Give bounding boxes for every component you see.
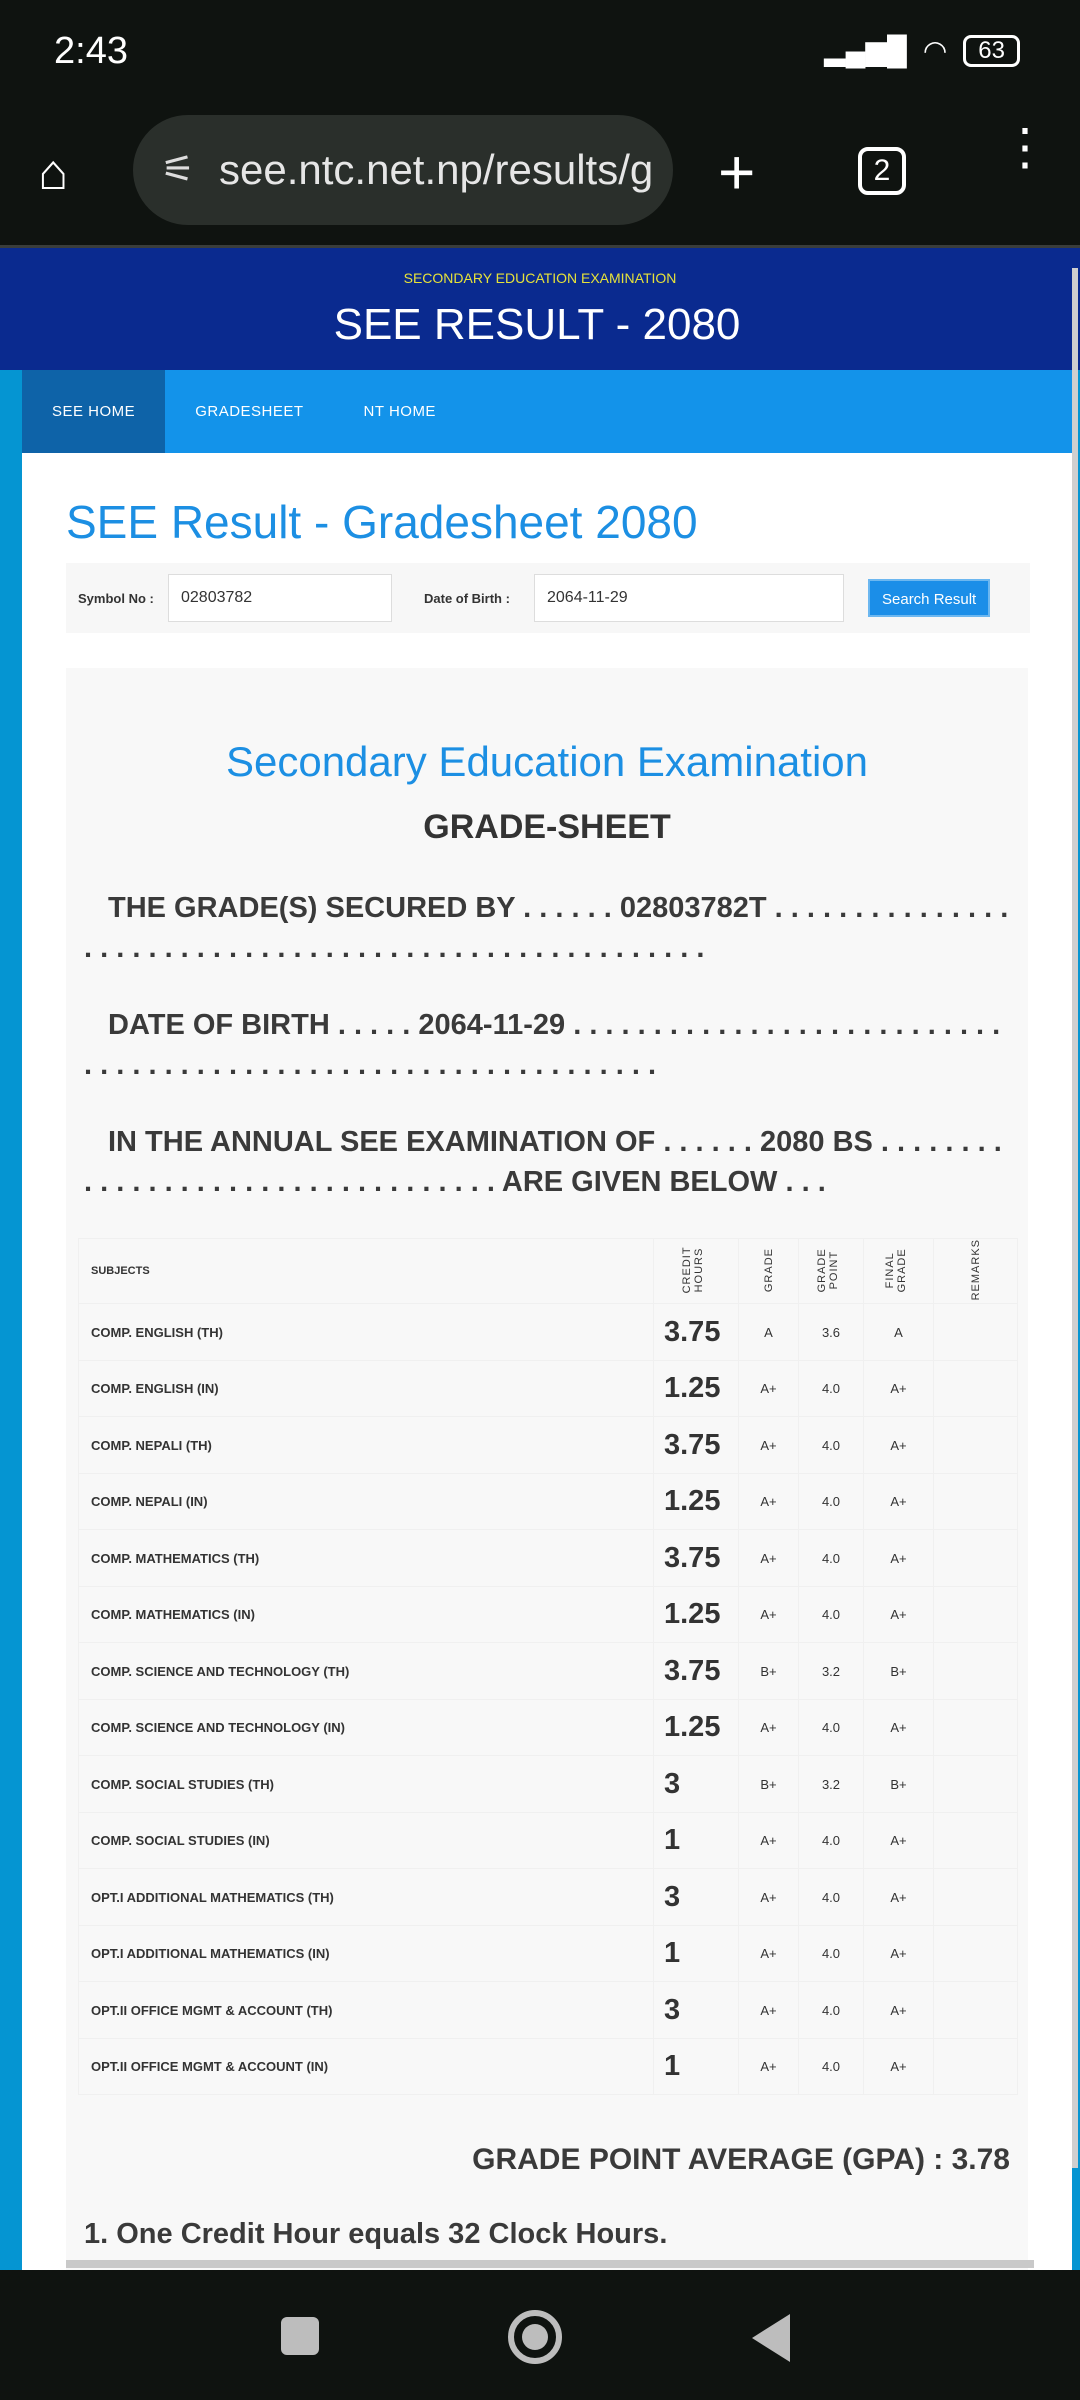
cell-final-grade: A+ xyxy=(864,1360,934,1417)
col-grade-point: GRADE POINT xyxy=(816,1247,840,1292)
credit-hour-note: 1. One Credit Hour equals 32 Clock Hours. xyxy=(84,2218,668,2250)
cell-subject: OPT.I ADDITIONAL MATHEMATICS (TH) xyxy=(79,1869,654,1926)
cell-subject: OPT.II OFFICE MGMT & ACCOUNT (IN) xyxy=(79,2038,654,2095)
cell-subject: COMP. SOCIAL STUDIES (IN) xyxy=(79,1812,654,1869)
cell-grade: A+ xyxy=(739,1812,799,1869)
cell-credit-hours: 3.75 xyxy=(654,1417,739,1474)
cell-final-grade: A+ xyxy=(864,1473,934,1530)
tab-switcher-button[interactable]: 2 xyxy=(858,147,906,195)
cell-subject: COMP. MATHEMATICS (IN) xyxy=(79,1586,654,1643)
back-icon[interactable] xyxy=(752,2314,790,2362)
cell-subject: COMP. ENGLISH (IN) xyxy=(79,1360,654,1417)
symbol-label: Symbol No : xyxy=(78,590,154,606)
table-row xyxy=(79,1699,1018,1756)
vertical-scrollbar[interactable] xyxy=(1072,268,1078,2168)
header-subtitle: SECONDARY EDUCATION EXAMINATION xyxy=(403,270,677,286)
table-row xyxy=(79,1812,1018,1869)
cell-final-grade: B+ xyxy=(864,1643,934,1700)
grade-sheet xyxy=(66,668,1028,2270)
cell-subject: COMP. ENGLISH (TH) xyxy=(79,1304,654,1361)
new-tab-icon[interactable]: + xyxy=(718,136,756,208)
table-row xyxy=(79,1925,1018,1982)
cell-grade: A+ xyxy=(739,2038,799,2095)
cell-remarks xyxy=(934,2038,1018,2095)
browser-toolbar xyxy=(0,115,1080,248)
cell-final-grade: A+ xyxy=(864,2038,934,2095)
cell-grade-point: 4.0 xyxy=(799,1586,864,1643)
cell-remarks xyxy=(934,1982,1018,2039)
web-page xyxy=(0,248,1080,2270)
table-row xyxy=(79,1586,1018,1643)
header-title: SEE RESULT - 2080 xyxy=(333,300,741,349)
cell-credit-hours: 3 xyxy=(654,1756,739,1813)
grades-table xyxy=(78,1238,1018,2095)
cell-credit-hours: 3 xyxy=(654,1869,739,1926)
cell-remarks xyxy=(934,1473,1018,1530)
secured-by-line: THE GRADE(S) SECURED BY . . . . . . 02803782T . . . . . . . . . . . . . . . . . . . . . . . . . . . . . . . . . . . . . . . . . . . . . . . . . . . . . . xyxy=(84,892,1009,964)
wifi-icon: ◠ xyxy=(922,35,948,66)
cell-remarks xyxy=(934,1360,1018,1417)
cell-final-grade: A+ xyxy=(864,1982,934,2039)
table-row xyxy=(79,1643,1018,1700)
cell-credit-hours: 3.75 xyxy=(654,1643,739,1700)
cell-final-grade: B+ xyxy=(864,1756,934,1813)
cell-remarks xyxy=(934,1756,1018,1813)
sheet-heading: Secondary Education Examination xyxy=(225,738,869,785)
cell-subject: OPT.I ADDITIONAL MATHEMATICS (IN) xyxy=(79,1925,654,1982)
cell-grade: A+ xyxy=(739,1473,799,1530)
cell-final-grade: A+ xyxy=(864,1925,934,1982)
more-menu-icon[interactable]: ⋮ xyxy=(1000,119,1050,175)
recents-icon[interactable] xyxy=(281,2317,319,2355)
cell-subject: COMP. MATHEMATICS (TH) xyxy=(79,1530,654,1587)
cell-grade-point: 4.0 xyxy=(799,1699,864,1756)
exam-line: IN THE ANNUAL SEE EXAMINATION OF . . . . . . 2080 BS . . . . . . . . . . . . . . . . . . . . . . . . . . . . . . . . . . ARE GIVEN BELOW . . . xyxy=(84,1126,1002,1198)
site-header xyxy=(0,248,1080,370)
col-grade: GRADE xyxy=(762,1247,775,1292)
cell-remarks xyxy=(934,1586,1018,1643)
cell-credit-hours: 3.75 xyxy=(654,1530,739,1587)
cell-credit-hours: 1.25 xyxy=(654,1586,739,1643)
table-header xyxy=(79,1239,1018,1304)
cell-final-grade: A+ xyxy=(864,1417,934,1474)
col-credit-hours: CREDIT HOURS xyxy=(681,1246,705,1294)
search-result-button[interactable]: Search Result xyxy=(868,579,990,617)
table-row xyxy=(79,1360,1018,1417)
cell-grade-point: 3.6 xyxy=(799,1304,864,1361)
cell-remarks xyxy=(934,1417,1018,1474)
cell-remarks xyxy=(934,1812,1018,1869)
cell-grade-point: 4.0 xyxy=(799,1417,864,1474)
col-subjects: SUBJECTS xyxy=(79,1239,654,1304)
cell-subject: COMP. SOCIAL STUDIES (TH) xyxy=(79,1756,654,1813)
cell-subject: COMP. NEPALI (IN) xyxy=(79,1473,654,1530)
cell-final-grade: A+ xyxy=(864,1869,934,1926)
cell-grade-point: 4.0 xyxy=(799,1812,864,1869)
table-row xyxy=(79,1473,1018,1530)
system-nav-bar xyxy=(0,2270,1080,2400)
table-row xyxy=(79,1869,1018,1926)
table-row xyxy=(79,1756,1018,1813)
cell-grade-point: 3.2 xyxy=(799,1756,864,1813)
table-row xyxy=(79,1530,1018,1587)
col-remarks: REMARKS xyxy=(969,1239,982,1301)
table-row xyxy=(79,1304,1018,1361)
address-bar[interactable] xyxy=(133,115,673,225)
site-settings-icon[interactable]: ⚟ xyxy=(161,149,196,191)
cell-remarks xyxy=(934,1699,1018,1756)
cell-grade: A+ xyxy=(739,1530,799,1587)
cell-remarks xyxy=(934,1304,1018,1361)
search-form xyxy=(66,563,1030,633)
cell-final-grade: A+ xyxy=(864,1586,934,1643)
cell-grade: A+ xyxy=(739,1360,799,1417)
cell-subject: COMP. NEPALI (TH) xyxy=(79,1417,654,1474)
cell-grade-point: 4.0 xyxy=(799,1925,864,1982)
cell-credit-hours: 1 xyxy=(654,1925,739,1982)
cell-final-grade: A+ xyxy=(864,1530,934,1587)
cell-grade: A+ xyxy=(739,1699,799,1756)
url-text: see.ntc.net.np/results/g xyxy=(219,146,654,193)
cell-subject: COMP. SCIENCE AND TECHNOLOGY (TH) xyxy=(79,1643,654,1700)
table-row xyxy=(79,1982,1018,2039)
cell-final-grade: A+ xyxy=(864,1699,934,1756)
status-bar xyxy=(0,0,1080,115)
nav-see-home[interactable]: SEE HOME xyxy=(22,370,165,453)
home-button-icon[interactable] xyxy=(508,2310,562,2364)
cell-grade-point: 4.0 xyxy=(799,2038,864,2095)
col-final-grade: FINAL GRADE xyxy=(883,1247,908,1292)
cell-grade-point: 3.2 xyxy=(799,1643,864,1700)
cell-remarks xyxy=(934,1530,1018,1587)
nav-gradesheet[interactable]: GRADESHEET xyxy=(195,403,304,420)
cell-final-grade: A+ xyxy=(864,1812,934,1869)
cell-final-grade: A xyxy=(864,1304,934,1361)
table-row xyxy=(79,2038,1018,2095)
cell-subject: OPT.II OFFICE MGMT & ACCOUNT (TH) xyxy=(79,1982,654,2039)
cell-remarks xyxy=(934,1869,1018,1926)
cell-credit-hours: 1.25 xyxy=(654,1360,739,1417)
dob-line: DATE OF BIRTH . . . . . 2064-11-29 . . . . . . . . . . . . . . . . . . . . . . . . . . . . . . . . . . . . . . . . . . . . . . . . . . . . . . . . . . . . . . . xyxy=(84,1009,1001,1081)
signal-icon: ▂▄▆█ xyxy=(824,35,907,66)
main-nav xyxy=(22,370,1074,453)
symbol-input[interactable]: 02803782 xyxy=(168,574,392,622)
cell-grade-point: 4.0 xyxy=(799,1982,864,2039)
cell-grade-point: 4.0 xyxy=(799,1869,864,1926)
cell-grade: A xyxy=(739,1304,799,1361)
cell-credit-hours: 3 xyxy=(654,1982,739,2039)
cell-credit-hours: 1 xyxy=(654,1812,739,1869)
cell-grade: A+ xyxy=(739,1925,799,1982)
battery-icon: 63 xyxy=(963,35,1020,67)
clock: 2:43 xyxy=(54,30,128,72)
sheet-subheading: GRADE-SHEET xyxy=(423,808,671,846)
dob-input[interactable]: 2064-11-29 xyxy=(534,574,844,622)
cell-grade-point: 4.0 xyxy=(799,1360,864,1417)
page-title: SEE Result - Gradesheet 2080 xyxy=(66,496,698,548)
cell-remarks xyxy=(934,1643,1018,1700)
cell-grade: B+ xyxy=(739,1643,799,1700)
cell-grade-point: 4.0 xyxy=(799,1530,864,1587)
cell-grade: A+ xyxy=(739,1869,799,1926)
cell-grade: A+ xyxy=(739,1417,799,1474)
dob-label: Date of Birth : xyxy=(424,590,510,606)
cell-credit-hours: 1.25 xyxy=(654,1699,739,1756)
cell-grade-point: 4.0 xyxy=(799,1473,864,1530)
content-panel xyxy=(22,453,1072,2270)
cell-remarks xyxy=(934,1925,1018,1982)
table-row xyxy=(79,1417,1018,1474)
horizontal-scrollbar[interactable] xyxy=(66,2260,1034,2268)
cell-grade: A+ xyxy=(739,1586,799,1643)
cell-credit-hours: 3.75 xyxy=(654,1304,739,1361)
cell-credit-hours: 1.25 xyxy=(654,1473,739,1530)
cell-credit-hours: 1 xyxy=(654,2038,739,2095)
cell-grade: B+ xyxy=(739,1756,799,1813)
home-icon[interactable]: ⌂ xyxy=(38,144,69,200)
cell-subject: COMP. SCIENCE AND TECHNOLOGY (IN) xyxy=(79,1699,654,1756)
cell-grade: A+ xyxy=(739,1982,799,2039)
nav-nt-home[interactable]: NT HOME xyxy=(363,403,436,420)
gpa-text: GRADE POINT AVERAGE (GPA) : 3.78 xyxy=(472,2143,1010,2176)
